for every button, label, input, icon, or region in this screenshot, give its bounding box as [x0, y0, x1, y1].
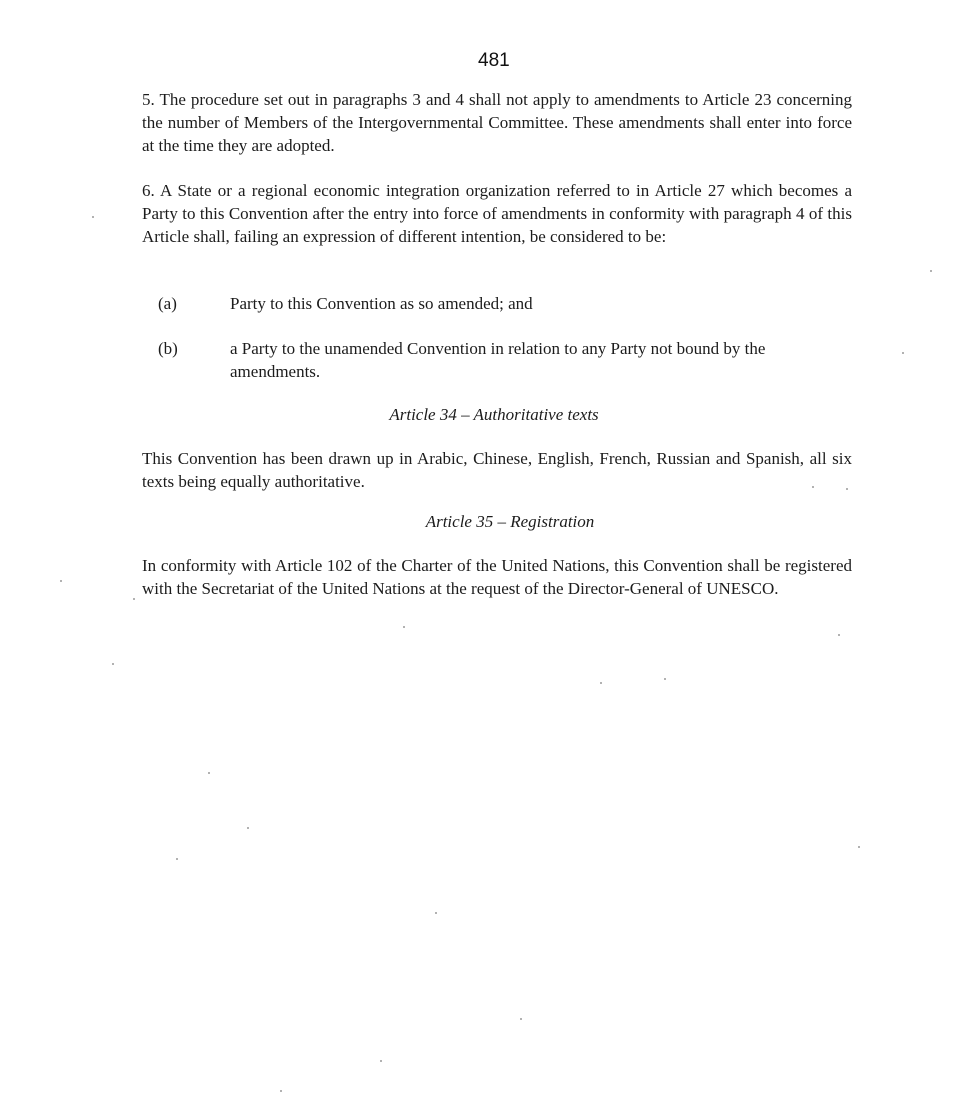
list-item-text: Party to this Convention as so amended; and: [230, 294, 533, 313]
list-item-text: a Party to the unamended Convention in relation to any Party not bound by the amendments.: [230, 339, 766, 381]
list-item-label: (b): [158, 339, 178, 358]
article-34-heading: Article 34 – Authoritative texts: [389, 405, 599, 424]
page-number: 481: [478, 50, 510, 71]
paragraph-6: 6. A State or a regional economic integration organization referred to in Article 27 which becomes a Party to this Convention after the entry into force of amendments in conformity with paragraph 4 of this Article shall, failing an expression of different intention, be considered to be:: [142, 181, 852, 246]
article-35-heading: Article 35 – Registration: [425, 512, 595, 531]
article-34-text: This Convention has been drawn up in Arabic, Chinese, English, French, Russian and Spanish, all six texts being equally authoritative.: [142, 449, 852, 491]
list-item-label: (a): [158, 294, 177, 313]
article-35-text: In conformity with Article 102 of the Charter of the United Nations, this Convention shall be registered with the Secretariat of the United Nations at the request of the Director-General of UNESCO.: [142, 556, 852, 598]
paragraph-5: 5. The procedure set out in paragraphs 3 and 4 shall not apply to amendments to Article 23 concerning the number of Members of the Intergovernmental Committee. These amendments shall enter into force at the time they are adopted.: [142, 90, 852, 155]
